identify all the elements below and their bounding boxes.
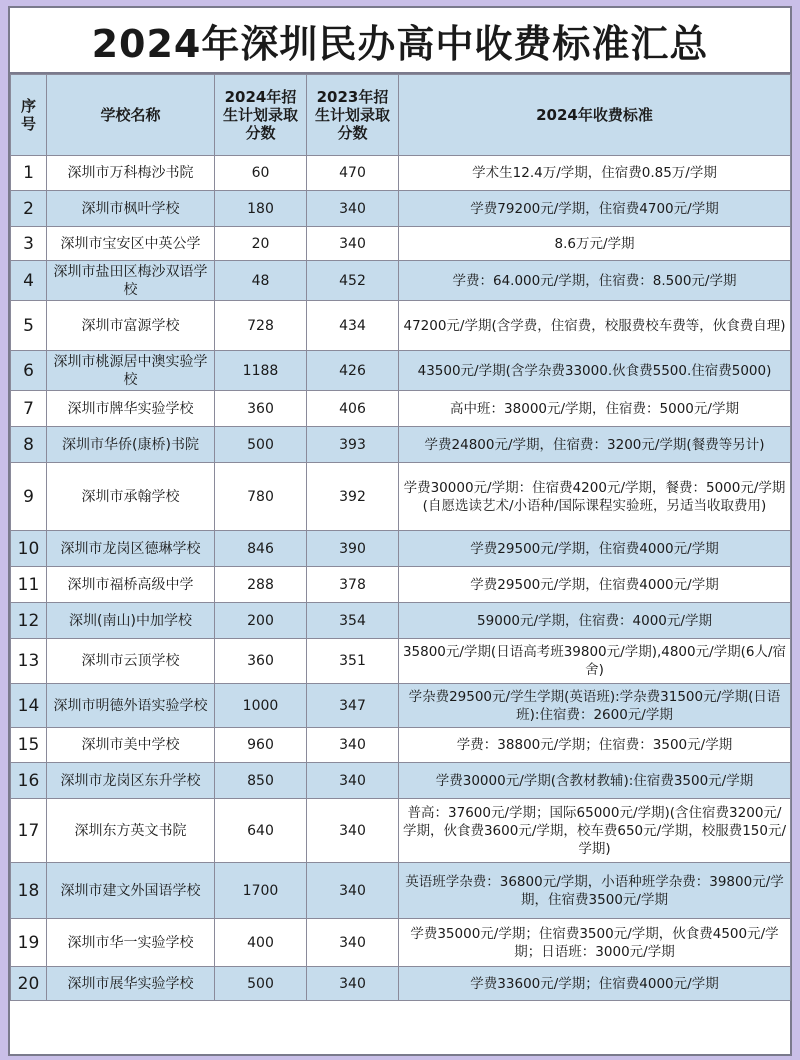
- score-2024: 1000: [215, 684, 307, 728]
- row-index: 2: [11, 191, 47, 227]
- table-header-row: [11, 75, 791, 156]
- fee-standard: 学费30000元/学期(含教材教辅):住宿费3500元/学期: [399, 763, 791, 799]
- table-row: [11, 427, 791, 463]
- table-row: [11, 191, 791, 227]
- score-2024: 960: [215, 728, 307, 763]
- score-2024: 48: [215, 261, 307, 301]
- school-name: 深圳市枫叶学校: [47, 191, 215, 227]
- table-row: [11, 227, 791, 261]
- score-2023: 434: [307, 301, 399, 351]
- fee-standard: 学术生12.4万/学期，住宿费0.85万/学期: [399, 156, 791, 191]
- score-2024: 200: [215, 603, 307, 639]
- table-row: [11, 684, 791, 728]
- fee-standard: 学费33600元/学期；住宿费4000元/学期: [399, 967, 791, 1001]
- school-name: 深圳市展华实验学校: [47, 967, 215, 1001]
- header-score-2024: 2024年招生计划录取分数: [215, 75, 307, 156]
- score-2023: 406: [307, 391, 399, 427]
- table-row: [11, 639, 791, 684]
- score-2023: 340: [307, 227, 399, 261]
- school-name: 深圳市华侨(康桥)书院: [47, 427, 215, 463]
- fee-standard: 59000元/学期，住宿费：4000元/学期: [399, 603, 791, 639]
- header-index: 序号: [11, 75, 47, 156]
- score-2024: 728: [215, 301, 307, 351]
- row-index: 5: [11, 301, 47, 351]
- school-name: 深圳市龙岗区德琳学校: [47, 531, 215, 567]
- school-name: 深圳市富源学校: [47, 301, 215, 351]
- row-index: 3: [11, 227, 47, 261]
- score-2024: 1188: [215, 351, 307, 391]
- school-name: 深圳市宝安区中英公学: [47, 227, 215, 261]
- row-index: 4: [11, 261, 47, 301]
- fee-standard: 学费：64.000元/学期，住宿费：8.500元/学期: [399, 261, 791, 301]
- score-2023: 378: [307, 567, 399, 603]
- header-score-2023: 2023年招生计划录取分数: [307, 75, 399, 156]
- row-index: 20: [11, 967, 47, 1001]
- table-row: [11, 763, 791, 799]
- score-2024: 1700: [215, 863, 307, 919]
- fee-standard: 普高：37600元/学期；国际65000元/学期)(含住宿费3200元/学期，伙食费3600元/学期，校车费650元/学期，校服费150元/学期): [399, 799, 791, 863]
- table-row: [11, 967, 791, 1001]
- school-name: 深圳市盐田区梅沙双语学校: [47, 261, 215, 301]
- fee-standard: 学费29500元/学期，住宿费4000元/学期: [399, 567, 791, 603]
- table-row: [11, 156, 791, 191]
- document-frame: [8, 6, 792, 1056]
- school-name: 深圳市万科梅沙书院: [47, 156, 215, 191]
- school-name: 深圳市建文外国语学校: [47, 863, 215, 919]
- score-2023: 351: [307, 639, 399, 684]
- table-row: [11, 301, 791, 351]
- fee-standard: 学费35000元/学期；住宿费3500元/学期，伙食费4500元/学期；日语班：3000元/学期: [399, 919, 791, 967]
- school-name: 深圳市牌华实验学校: [47, 391, 215, 427]
- school-name: 深圳市桃源居中澳实验学校: [47, 351, 215, 391]
- row-index: 15: [11, 728, 47, 763]
- row-index: 16: [11, 763, 47, 799]
- score-2023: 347: [307, 684, 399, 728]
- table-row: [11, 351, 791, 391]
- row-index: 13: [11, 639, 47, 684]
- table-row: [11, 391, 791, 427]
- score-2024: 180: [215, 191, 307, 227]
- row-index: 17: [11, 799, 47, 863]
- table-row: [11, 531, 791, 567]
- fee-standard: 学费30000元/学期：住宿费4200元/学期，餐费：5000元/学期(自愿选读艺术/小语种/国际课程实验班，另适当收取费用): [399, 463, 791, 531]
- fee-standard: 35800元/学期(日语高考班39800元/学期),4800元/学期(6人/宿舍): [399, 639, 791, 684]
- row-index: 6: [11, 351, 47, 391]
- score-2023: 452: [307, 261, 399, 301]
- fee-standard: 学费79200元/学期，住宿费4700元/学期: [399, 191, 791, 227]
- fee-standard: 学费24800元/学期，住宿费：3200元/学期(餐费等另计): [399, 427, 791, 463]
- fee-standard: 43500元/学期(含学杂费33000.伙食费5500.住宿费5000): [399, 351, 791, 391]
- row-index: 12: [11, 603, 47, 639]
- score-2023: 340: [307, 728, 399, 763]
- school-name: 深圳市云顶学校: [47, 639, 215, 684]
- score-2024: 846: [215, 531, 307, 567]
- fee-standard: 英语班学杂费：36800元/学期，小语种班学杂费：39800元/学期，住宿费3500元/学期: [399, 863, 791, 919]
- score-2023: 340: [307, 967, 399, 1001]
- page-title: 2024年深圳民办高中收费标准汇总: [10, 8, 790, 74]
- table-row: [11, 919, 791, 967]
- fee-standard: 47200元/学期(含学费，住宿费，校服费校车费等，伙食费自理): [399, 301, 791, 351]
- table-row: [11, 728, 791, 763]
- school-name: 深圳市龙岗区东升学校: [47, 763, 215, 799]
- school-name: 深圳市承翰学校: [47, 463, 215, 531]
- table-row: [11, 863, 791, 919]
- score-2024: 850: [215, 763, 307, 799]
- school-name: 深圳市明德外语实验学校: [47, 684, 215, 728]
- score-2024: 500: [215, 967, 307, 1001]
- row-index: 7: [11, 391, 47, 427]
- table-row: [11, 463, 791, 531]
- school-name: 深圳市华一实验学校: [47, 919, 215, 967]
- header-fee: 2024年收费标准: [399, 75, 791, 156]
- score-2023: 354: [307, 603, 399, 639]
- score-2023: 393: [307, 427, 399, 463]
- score-2023: 426: [307, 351, 399, 391]
- score-2024: 60: [215, 156, 307, 191]
- row-index: 18: [11, 863, 47, 919]
- table-row: [11, 799, 791, 863]
- score-2023: 390: [307, 531, 399, 567]
- school-name: 深圳市福桥高级中学: [47, 567, 215, 603]
- school-name: 深圳市美中学校: [47, 728, 215, 763]
- table-row: [11, 603, 791, 639]
- table-row: [11, 567, 791, 603]
- header-school: 学校名称: [47, 75, 215, 156]
- row-index: 11: [11, 567, 47, 603]
- score-2023: 470: [307, 156, 399, 191]
- score-2024: 500: [215, 427, 307, 463]
- fee-standard: 8.6万元/学期: [399, 227, 791, 261]
- score-2024: 20: [215, 227, 307, 261]
- row-index: 14: [11, 684, 47, 728]
- fee-table: [10, 74, 791, 1001]
- score-2023: 340: [307, 919, 399, 967]
- score-2023: 392: [307, 463, 399, 531]
- score-2024: 288: [215, 567, 307, 603]
- fee-standard: 学费29500元/学期，住宿费4000元/学期: [399, 531, 791, 567]
- score-2023: 340: [307, 191, 399, 227]
- score-2023: 340: [307, 763, 399, 799]
- row-index: 1: [11, 156, 47, 191]
- row-index: 19: [11, 919, 47, 967]
- score-2023: 340: [307, 799, 399, 863]
- row-index: 9: [11, 463, 47, 531]
- school-name: 深圳东方英文书院: [47, 799, 215, 863]
- score-2023: 340: [307, 863, 399, 919]
- score-2024: 640: [215, 799, 307, 863]
- score-2024: 780: [215, 463, 307, 531]
- score-2024: 360: [215, 639, 307, 684]
- fee-standard: 学费：38800元/学期；住宿费：3500元/学期: [399, 728, 791, 763]
- score-2024: 360: [215, 391, 307, 427]
- fee-standard: 高中班：38000元/学期，住宿费：5000元/学期: [399, 391, 791, 427]
- table-row: [11, 261, 791, 301]
- school-name: 深圳(南山)中加学校: [47, 603, 215, 639]
- row-index: 8: [11, 427, 47, 463]
- row-index: 10: [11, 531, 47, 567]
- score-2024: 400: [215, 919, 307, 967]
- fee-standard: 学杂费29500元/学生学期(英语班):学杂费31500元/学期(日语班):住宿费：2600元/学期: [399, 684, 791, 728]
